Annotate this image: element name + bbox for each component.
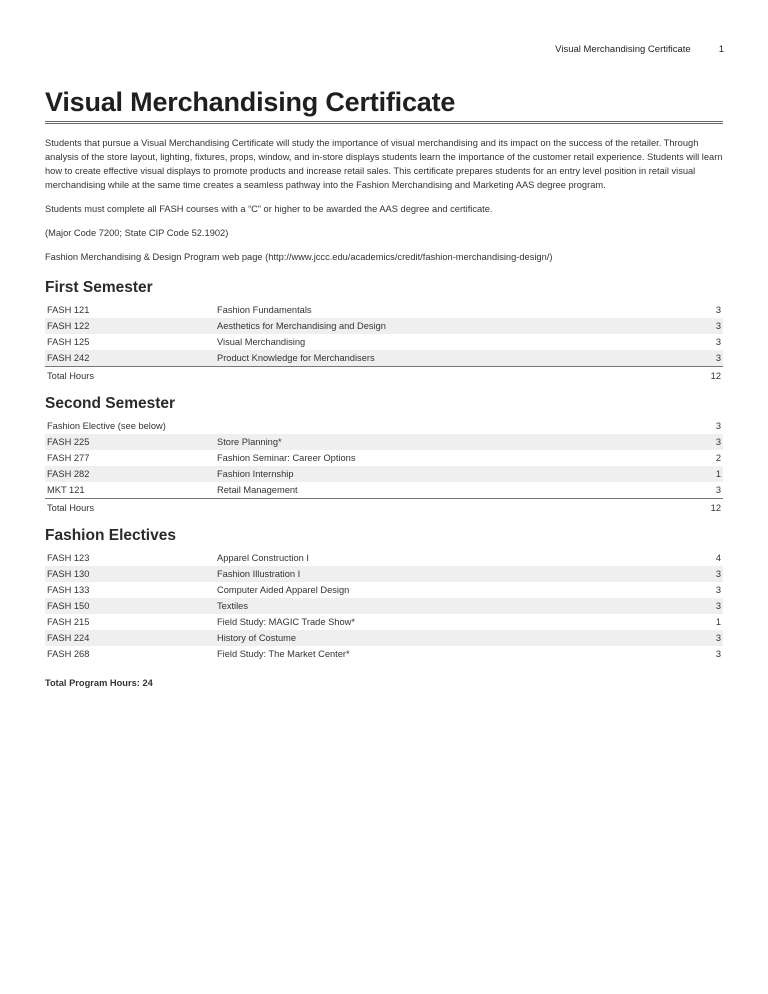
total-label: Total Hours (45, 367, 215, 385)
table-row (45, 582, 723, 598)
fashion-electives-section (45, 526, 723, 662)
elective-label: Fashion Elective (see below) (47, 421, 166, 431)
course-title: Fashion Seminar: Career Options (217, 453, 356, 463)
total-program-hours: Total Program Hours: 24 (45, 678, 153, 688)
second-semester-table (45, 418, 723, 516)
course-code-link[interactable]: FASH 133 (47, 585, 90, 595)
course-hours: 3 (679, 318, 723, 334)
course-code-link[interactable]: MKT 121 (47, 485, 85, 495)
course-hours: 1 (679, 466, 723, 482)
course-code-link[interactable]: FASH 122 (45, 318, 215, 334)
course-hours: 3 (715, 421, 721, 431)
table-row (45, 598, 723, 614)
course-title: Product Knowledge for Merchandisers (215, 350, 679, 367)
table-row (45, 566, 723, 582)
course-hours: 3 (715, 305, 721, 315)
table-row (45, 466, 723, 482)
second-semester-section (45, 394, 723, 516)
table-row (45, 630, 723, 646)
course-code-link[interactable]: FASH 121 (47, 305, 90, 315)
table-row (45, 550, 723, 566)
course-title: Visual Merchandising (217, 337, 306, 347)
course-code-link[interactable]: FASH 215 (47, 617, 90, 627)
course-title: Field Study: The Market Center* (217, 649, 350, 659)
course-hours: 3 (679, 598, 723, 614)
course-title: Retail Management (217, 485, 298, 495)
course-code-link[interactable]: FASH 150 (45, 598, 215, 614)
table-row (45, 450, 723, 466)
table-row (45, 302, 723, 318)
course-code-link[interactable]: FASH 282 (45, 466, 215, 482)
course-hours: 3 (679, 566, 723, 582)
course-title: Computer Aided Apparel Design (217, 585, 350, 595)
course-hours: 3 (715, 649, 721, 659)
total-row (45, 499, 723, 517)
course-title: Aesthetics for Merchandising and Design (215, 318, 679, 334)
program-web-page-link[interactable]: Fashion Merchandising & Design Program web page (http://www.jccc.edu/academics/credit/fashion-merchandising-design/) (45, 252, 553, 262)
section-heading: Fashion Electives (45, 527, 176, 544)
page-title: Visual Merchandising Certificate (45, 86, 723, 124)
document-body (45, 86, 723, 688)
page-number: 1 (718, 44, 724, 55)
course-title: Textiles (215, 598, 679, 614)
total-hours: 12 (679, 499, 723, 517)
table-row (45, 614, 723, 630)
course-hours: 3 (715, 585, 721, 595)
total-row (45, 367, 723, 385)
total-label: Total Hours (45, 499, 215, 517)
table-row (45, 318, 723, 334)
course-code-link[interactable]: FASH 242 (45, 350, 215, 367)
course-hours: 1 (715, 617, 721, 627)
section-heading: First Semester (45, 279, 153, 296)
running-title: Visual Merchandising Certificate (555, 44, 691, 55)
course-title: Fashion Fundamentals (217, 305, 312, 315)
course-title: Apparel Construction I (217, 553, 309, 563)
major-code-paragraph: (Major Code 7200; State CIP Code 52.1902) (45, 228, 229, 238)
course-hours: 3 (715, 485, 721, 495)
first-semester-section (45, 278, 723, 384)
table-row (45, 482, 723, 499)
course-hours: 2 (715, 453, 721, 463)
fashion-electives-table (45, 550, 723, 662)
course-code-link[interactable]: FASH 224 (45, 630, 215, 646)
table-row (45, 646, 723, 662)
elective-row (45, 418, 723, 434)
table-row (45, 334, 723, 350)
total-hours: 12 (679, 367, 723, 385)
course-hours: 3 (679, 434, 723, 450)
table-row (45, 350, 723, 367)
intro-paragraph: Students that pursue a Visual Merchandising Certificate will study the importance of visual merchandising and its impact on the success of the retailer. Through analysis of the store layout, lighting, fixtures, props, window, and in-store displays students learn the importance of the customer retail experience. Students will learn how to create effective visual displays to promote products and increase retail sales. This certificate prepares students for an entry level position in retail visual merchandising while at the same time creates a seamless pathway into the Fashion Merchandising and Marketing AAS degree program. (45, 138, 723, 190)
course-code-link[interactable]: FASH 225 (45, 434, 215, 450)
first-semester-table (45, 302, 723, 384)
course-hours: 3 (679, 350, 723, 367)
grade-requirement-paragraph: Students must complete all FASH courses with a “C” or higher to be awarded the AAS degree and certificate. (45, 204, 493, 214)
course-title: Field Study: MAGIC Trade Show* (217, 617, 355, 627)
course-title: Fashion Internship (215, 466, 679, 482)
course-title: Store Planning* (215, 434, 679, 450)
course-code-link[interactable]: FASH 125 (47, 337, 90, 347)
course-code-link[interactable]: FASH 130 (45, 566, 215, 582)
course-title: History of Costume (215, 630, 679, 646)
section-heading: Second Semester (45, 395, 176, 412)
course-code-link[interactable]: FASH 123 (47, 553, 90, 563)
course-hours: 3 (679, 630, 723, 646)
course-code-link[interactable]: FASH 268 (47, 649, 90, 659)
course-hours: 4 (715, 553, 721, 563)
page-header (555, 44, 724, 55)
course-hours: 3 (715, 337, 721, 347)
course-code-link[interactable]: FASH 277 (47, 453, 90, 463)
course-title: Fashion Illustration I (215, 566, 679, 582)
table-row (45, 434, 723, 450)
